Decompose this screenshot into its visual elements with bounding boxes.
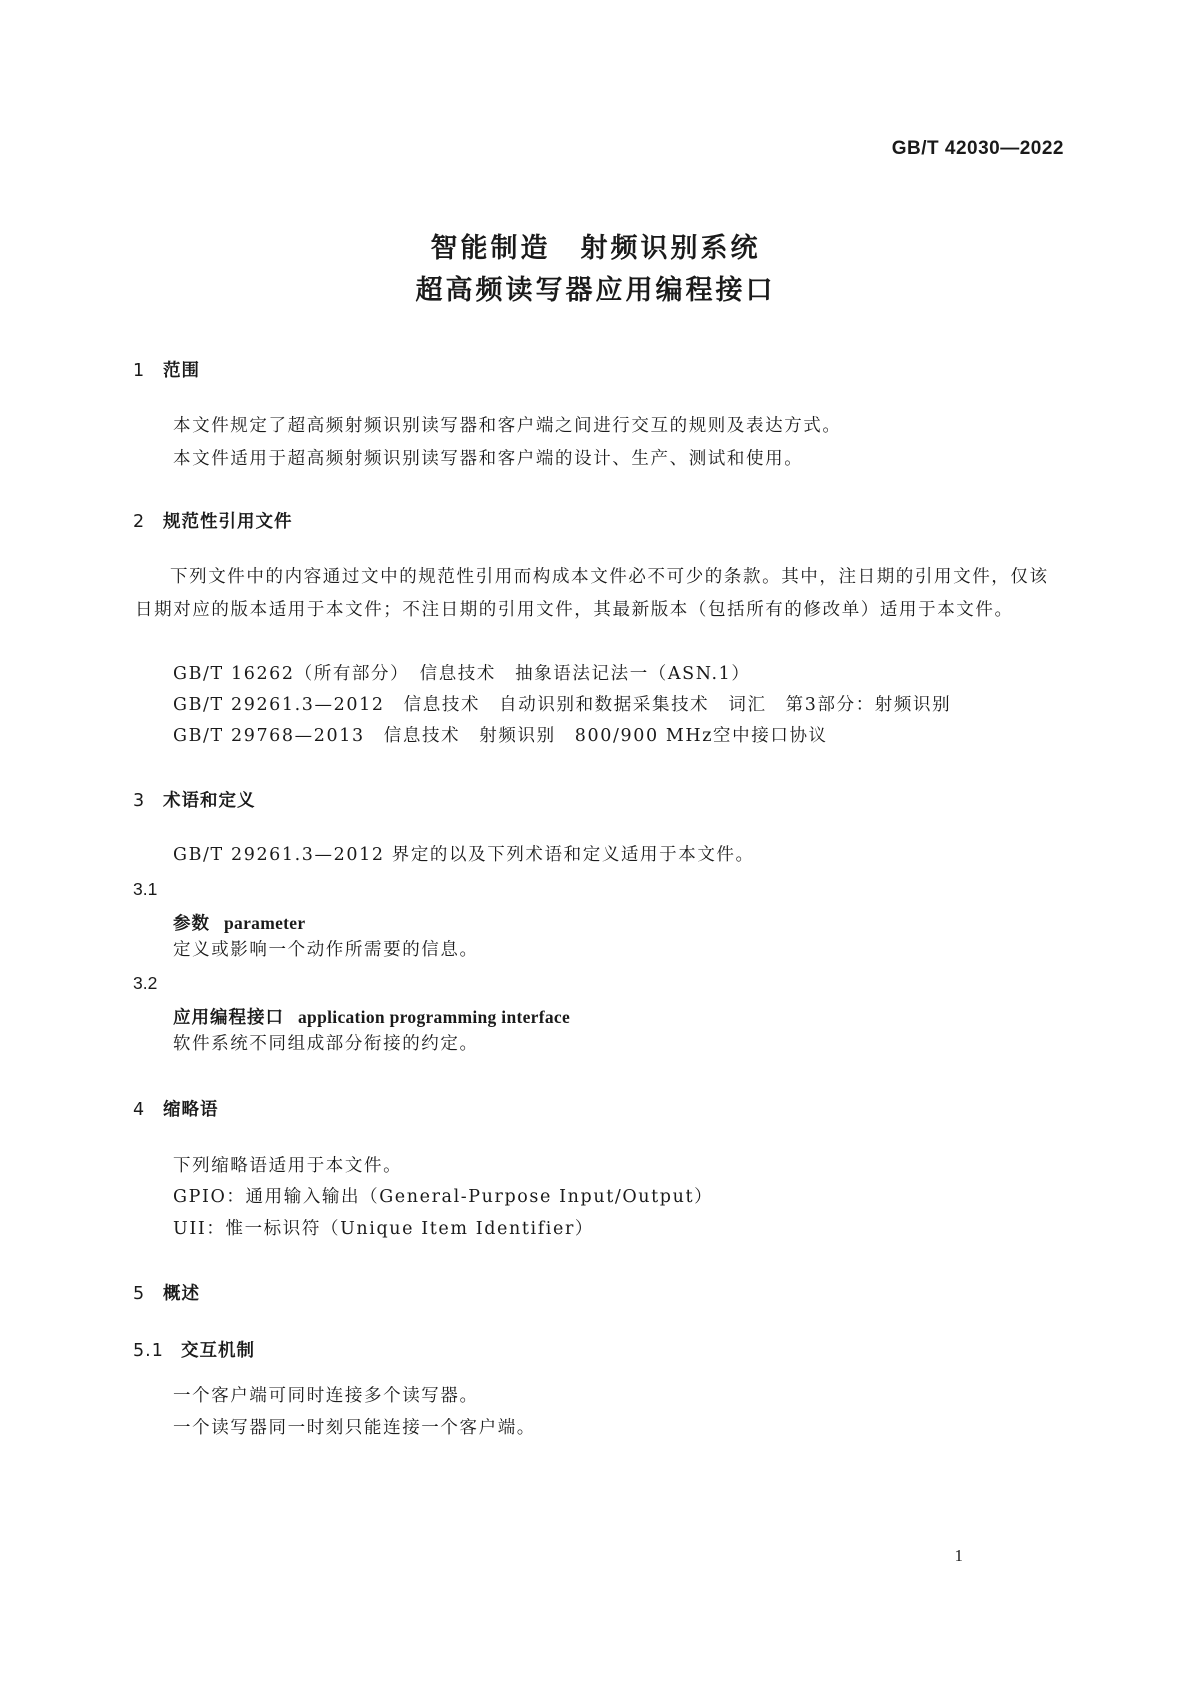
normative-references-intro: 下列文件中的内容通过文中的规范性引用而构成本文件必不可少的条款。其中，注日期的引用文件，仅该日期对应的版本适用于本文件；不注日期的引用文件，其最新版本（包括所有的修改单）适用于本文件。 xyxy=(135,567,1049,620)
reference-item: GB/T 16262（所有部分） 信息技术 抽象语法记法一（ASN.1） xyxy=(173,664,751,684)
section-number: 5.1 xyxy=(133,1341,164,1361)
section-3-heading xyxy=(133,787,256,812)
section-number: 2 xyxy=(133,512,146,532)
section-title: 缩略语 xyxy=(163,1100,219,1120)
title-line-2: 超高频读写器应用编程接口 xyxy=(415,275,776,306)
section-number: 1 xyxy=(133,361,146,381)
scope-paragraph-1: 本文件规定了超高频射频识别读写器和客户端之间进行交互的规则及表达方式。 xyxy=(173,416,842,436)
term-number: 3.1 xyxy=(133,879,158,899)
section-5-1-heading xyxy=(133,1337,255,1362)
section-title: 交互机制 xyxy=(181,1341,255,1361)
term-definition: 软件系统不同组成部分衔接的约定。 xyxy=(173,1034,479,1054)
section-title: 术语和定义 xyxy=(163,791,256,811)
term-definition: 定义或影响一个动作所需要的信息。 xyxy=(173,940,479,960)
term-number: 3.2 xyxy=(133,973,158,993)
term-en: parameter xyxy=(224,913,306,933)
section-2-heading xyxy=(133,508,293,533)
reference-item: GB/T 29261.3—2012 信息技术 自动识别和数据采集技术 词汇 第3部分：射频识别 xyxy=(173,695,952,715)
abbreviations-intro: 下列缩略语适用于本文件。 xyxy=(173,1156,403,1176)
section-1-heading xyxy=(133,357,200,382)
title-line-1: 智能制造 射频识别系统 xyxy=(430,233,761,264)
section-number: 5 xyxy=(133,1284,146,1304)
document-number: GB/T 42030—2022 xyxy=(891,138,1064,159)
terms-intro: GB/T 29261.3—2012 界定的以及下列术语和定义适用于本文件。 xyxy=(173,845,755,865)
section-title: 范围 xyxy=(163,361,200,381)
term-zh: 应用编程接口 xyxy=(173,1008,284,1028)
term-zh: 参数 xyxy=(173,914,210,934)
scope-paragraph-2: 本文件适用于超高频射频识别读写器和客户端的设计、生产、测试和使用。 xyxy=(173,449,804,469)
section-5-heading xyxy=(133,1280,200,1305)
section-title: 概述 xyxy=(163,1284,200,1304)
abbreviation-item: UII：惟一标识符（Unique Item Identifier） xyxy=(173,1219,595,1239)
reference-item: GB/T 29768—2013 信息技术 射频识别 800/900 MHz空中接口协议 xyxy=(173,726,828,746)
page-number: 1 xyxy=(954,1546,963,1565)
section-4-heading xyxy=(133,1096,219,1121)
section-number: 3 xyxy=(133,791,146,811)
interaction-line-2: 一个读写器同一时刻只能连接一个客户端。 xyxy=(173,1418,536,1438)
abbreviation-item: GPIO：通用输入输出（General-Purpose Input/Output） xyxy=(173,1187,714,1207)
term-en: application programming interface xyxy=(298,1007,571,1027)
interaction-line-1: 一个客户端可同时连接多个读写器。 xyxy=(173,1386,479,1406)
term-entry xyxy=(173,910,305,935)
section-title: 规范性引用文件 xyxy=(163,512,293,532)
term-entry xyxy=(173,1004,570,1029)
section-number: 4 xyxy=(133,1100,146,1120)
